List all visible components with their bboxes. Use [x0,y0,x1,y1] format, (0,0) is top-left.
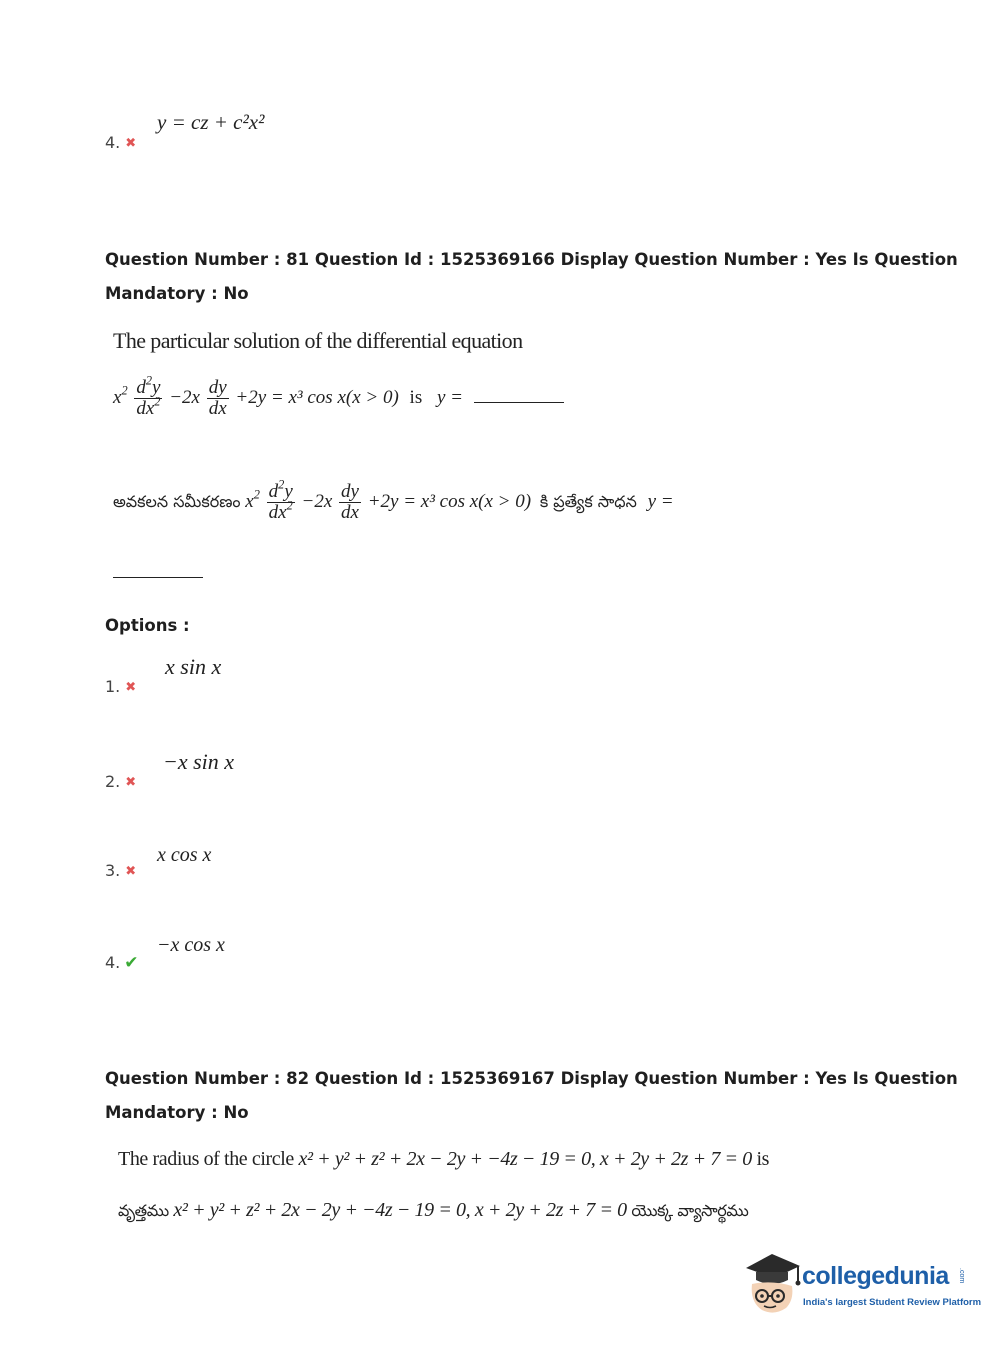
logo-dotcom: .com [958,1268,965,1284]
q81-telugu-prefix: అవకలన సమీకరణం [113,491,241,511]
q82-header-line2: Mandatory : No [105,1103,249,1122]
logo-brand: collegedunia [802,1262,949,1290]
wrong-icon: ✖ [125,775,137,790]
option-2[interactable] [105,772,136,791]
q82-telugu-equation: x² + y² + z² + 2x − 2y + −4z − 19 = 0, x + 2y + 2z + 7 = 0 [173,1199,627,1221]
wrong-icon: ✖ [125,864,137,879]
collegedunia-logo[interactable] [742,1250,982,1320]
option-1-number: 1. [105,677,121,696]
q81-header-line2: Mandatory : No [105,284,249,303]
option-4-number: 4. [105,953,121,972]
q81-telugu-equation-rhs: +2y = x³ cos x(x > 0) [367,490,532,512]
option-3-number: 3. [105,861,121,880]
answer-blank [474,402,564,403]
mascot-icon [742,1250,804,1316]
wrong-icon: ✖ [125,136,137,151]
top-option-number-label: 4. [105,133,121,152]
option-4-text: −x cos x [157,934,225,956]
option-4[interactable] [105,953,139,973]
q82-telugu-prefix: వృత్తము [118,1201,169,1220]
checkmark-icon: ✔ [124,953,139,973]
telugu-answer-blank [113,565,203,578]
q81-telugu-equation: అవకలన సమీకరణం $x^2$ $\frac{d^2y}{dx^2}$ −2x $\frac{dy}{dx}$ +2y = x³ cos x(x > 0) కి ప్రత్యేక సాధన y = [113,477,674,523]
top-option-number [105,133,136,152]
q82-telugu-text [118,1199,748,1224]
logo-tagline: India's largest Student Review Platform [803,1297,982,1308]
q82-english-suffix: is [756,1148,769,1170]
option-1[interactable] [105,677,136,696]
option-3-text: x cos x [157,844,212,866]
q81-telugu-suffix: కి ప్రత్యేక సాధన [539,491,637,511]
option-3[interactable] [105,861,136,880]
q81-english-text: The particular solution of the differential equation [113,328,523,353]
option-2-number: 2. [105,772,121,791]
q81-header-line1: Question Number : 81 Question Id : 1525369166 Display Question Number : Yes Is Question [105,250,958,269]
q81-is-word: is [409,386,423,408]
wrong-icon: ✖ [125,680,137,695]
option-1-text: x sin x [165,654,222,679]
q82-header-line1: Question Number : 82 Question Id : 1525369167 Display Question Number : Yes Is Question [105,1069,958,1088]
q82-telugu-suffix: యొక్క వ్యాసార్థము [631,1201,749,1220]
q81-equation-rhs: +2y = x³ cos x(x > 0) [235,386,399,408]
top-option-formula: y = cz + c²x² [157,110,265,134]
q81-telugu-y-eq: y = [647,490,674,512]
q82-english-prefix: The radius of the circle [118,1148,294,1170]
q82-english-text [118,1148,769,1171]
q82-equation: x² + y² + z² + 2x − 2y + −4z − 19 = 0, x + 2y + 2z + 7 = 0 [298,1148,752,1170]
q81-english-equation: $x^2$ $\frac{d^2y}{dx^2}$ −2x $\frac{dy}{dx}$ +2y = x³ cos x(x > 0) is y = [113,378,564,419]
options-label: Options : [105,616,190,635]
q81-y-eq: y = [436,386,463,408]
option-2-text: −x sin x [163,749,235,774]
